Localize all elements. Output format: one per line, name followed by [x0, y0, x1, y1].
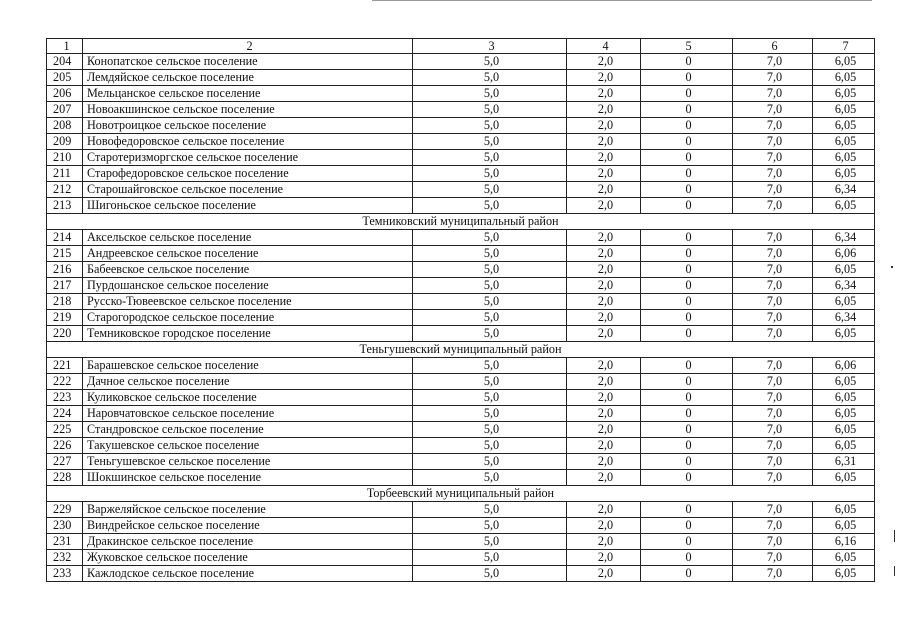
- col-7-value-cell: 6,05: [813, 374, 875, 390]
- table-row: [47, 230, 875, 246]
- table-row: [47, 390, 875, 406]
- row-number-cell: 214: [47, 230, 83, 246]
- col-3-value-cell: 5,0: [413, 294, 567, 310]
- table-row: [47, 54, 875, 70]
- col-4-value-cell: 2,0: [567, 534, 641, 550]
- row-number-cell: 228: [47, 470, 83, 486]
- col-3-value-cell: 5,0: [413, 358, 567, 374]
- settlement-name-cell: Виндрейское сельское поселение: [83, 518, 413, 534]
- col-7-value-cell: 6,05: [813, 86, 875, 102]
- col-5-value-cell: 0: [641, 198, 733, 214]
- table-row: [47, 118, 875, 134]
- col-6-value-cell: 7,0: [733, 422, 813, 438]
- col-7-value-cell: 6,06: [813, 246, 875, 262]
- col-5-value-cell: 0: [641, 374, 733, 390]
- col-6-value-cell: 7,0: [733, 150, 813, 166]
- col-6-value-cell: 7,0: [733, 70, 813, 86]
- col-6-value-cell: 7,0: [733, 294, 813, 310]
- table-row: [47, 70, 875, 86]
- col-4-value-cell: 2,0: [567, 358, 641, 374]
- col-7-value-cell: 6,34: [813, 310, 875, 326]
- row-number-cell: 212: [47, 182, 83, 198]
- col-3-value-cell: 5,0: [413, 198, 567, 214]
- row-number-cell: 215: [47, 246, 83, 262]
- col-7-value-cell: 6,05: [813, 198, 875, 214]
- col-5-value-cell: 0: [641, 310, 733, 326]
- table-row: [47, 454, 875, 470]
- col-4-value-cell: 2,0: [567, 278, 641, 294]
- col-7-value-cell: 6,05: [813, 518, 875, 534]
- col-6-value-cell: 7,0: [733, 358, 813, 374]
- col-4-value-cell: 2,0: [567, 118, 641, 134]
- settlement-name-cell: Конопатское сельское поселение: [83, 54, 413, 70]
- col-4-value-cell: 2,0: [567, 54, 641, 70]
- scan-speck: [891, 266, 893, 268]
- col-7-value-cell: 6,05: [813, 118, 875, 134]
- table-row: [47, 422, 875, 438]
- col-5-value-cell: 0: [641, 422, 733, 438]
- row-number-cell: 213: [47, 198, 83, 214]
- col-6-value-cell: 7,0: [733, 470, 813, 486]
- col-3-value-cell: 5,0: [413, 470, 567, 486]
- col-6-value-cell: 7,0: [733, 86, 813, 102]
- settlement-name-cell: Новоакшинское сельское поселение: [83, 102, 413, 118]
- col-3-value-cell: 5,0: [413, 518, 567, 534]
- col-3-value-cell: 5,0: [413, 262, 567, 278]
- settlement-name-cell: Кажлодское сельское поселение: [83, 566, 413, 582]
- col-5-value-cell: 0: [641, 326, 733, 342]
- settlement-name-cell: Варжеляйское сельское поселение: [83, 502, 413, 518]
- col-5-value-cell: 0: [641, 230, 733, 246]
- col-5-value-cell: 0: [641, 454, 733, 470]
- col-7-value-cell: 6,05: [813, 326, 875, 342]
- district-section-title: Теньгушевский муниципальный район: [47, 342, 875, 358]
- col-3-value-cell: 5,0: [413, 326, 567, 342]
- table-row: [47, 502, 875, 518]
- col-5-value-cell: 0: [641, 390, 733, 406]
- col-3-value-cell: 5,0: [413, 502, 567, 518]
- settlement-name-cell: Куликовское сельское поселение: [83, 390, 413, 406]
- col-5-value-cell: 0: [641, 118, 733, 134]
- col-4-value-cell: 2,0: [567, 150, 641, 166]
- row-number-cell: 223: [47, 390, 83, 406]
- col-5-value-cell: 0: [641, 358, 733, 374]
- row-number-cell: 211: [47, 166, 83, 182]
- column-header: 1: [47, 39, 83, 54]
- col-3-value-cell: 5,0: [413, 54, 567, 70]
- col-7-value-cell: 6,31: [813, 454, 875, 470]
- col-6-value-cell: 7,0: [733, 246, 813, 262]
- row-number-cell: 218: [47, 294, 83, 310]
- col-3-value-cell: 5,0: [413, 134, 567, 150]
- settlement-name-cell: Старогородское сельское поселение: [83, 310, 413, 326]
- col-5-value-cell: 0: [641, 438, 733, 454]
- col-3-value-cell: 5,0: [413, 86, 567, 102]
- col-5-value-cell: 0: [641, 54, 733, 70]
- column-header: 7: [813, 39, 875, 54]
- col-5-value-cell: 0: [641, 534, 733, 550]
- table-row: [47, 358, 875, 374]
- row-number-cell: 229: [47, 502, 83, 518]
- col-4-value-cell: 2,0: [567, 502, 641, 518]
- settlement-name-cell: Шигоньское сельское поселение: [83, 198, 413, 214]
- table-row: [47, 406, 875, 422]
- settlement-name-cell: Теньгушевское сельское поселение: [83, 454, 413, 470]
- settlement-name-cell: Шокшинское сельское поселение: [83, 470, 413, 486]
- column-header: 5: [641, 39, 733, 54]
- col-3-value-cell: 5,0: [413, 454, 567, 470]
- col-6-value-cell: 7,0: [733, 550, 813, 566]
- row-number-cell: 219: [47, 310, 83, 326]
- col-4-value-cell: 2,0: [567, 470, 641, 486]
- col-7-value-cell: 6,34: [813, 230, 875, 246]
- col-7-value-cell: 6,05: [813, 54, 875, 70]
- col-3-value-cell: 5,0: [413, 438, 567, 454]
- row-number-cell: 206: [47, 86, 83, 102]
- settlement-name-cell: Такушевское сельское поселение: [83, 438, 413, 454]
- col-3-value-cell: 5,0: [413, 182, 567, 198]
- scan-speck: [894, 530, 895, 542]
- district-section-row: [47, 486, 875, 502]
- col-4-value-cell: 2,0: [567, 422, 641, 438]
- settlement-name-cell: Старотеризморгское сельское поселение: [83, 150, 413, 166]
- row-number-cell: 232: [47, 550, 83, 566]
- col-4-value-cell: 2,0: [567, 246, 641, 262]
- table-row: [47, 278, 875, 294]
- column-header: 4: [567, 39, 641, 54]
- col-6-value-cell: 7,0: [733, 166, 813, 182]
- row-number-cell: 225: [47, 422, 83, 438]
- col-4-value-cell: 2,0: [567, 86, 641, 102]
- scan-speck: [894, 566, 895, 576]
- table-row: [47, 198, 875, 214]
- col-5-value-cell: 0: [641, 294, 733, 310]
- table-row: [47, 310, 875, 326]
- table-header-row: [47, 39, 875, 54]
- settlement-name-cell: Наровчатовское сельское поселение: [83, 406, 413, 422]
- table-row: [47, 534, 875, 550]
- col-4-value-cell: 2,0: [567, 310, 641, 326]
- row-number-cell: 231: [47, 534, 83, 550]
- column-header: 3: [413, 39, 567, 54]
- col-6-value-cell: 7,0: [733, 374, 813, 390]
- col-7-value-cell: 6,05: [813, 102, 875, 118]
- col-7-value-cell: 6,05: [813, 422, 875, 438]
- col-7-value-cell: 6,05: [813, 294, 875, 310]
- col-6-value-cell: 7,0: [733, 310, 813, 326]
- col-3-value-cell: 5,0: [413, 534, 567, 550]
- table-row: [47, 102, 875, 118]
- col-5-value-cell: 0: [641, 70, 733, 86]
- col-3-value-cell: 5,0: [413, 118, 567, 134]
- col-6-value-cell: 7,0: [733, 390, 813, 406]
- settlement-name-cell: Бабеевское сельское поселение: [83, 262, 413, 278]
- district-section-row: [47, 342, 875, 358]
- column-header: 2: [83, 39, 413, 54]
- col-6-value-cell: 7,0: [733, 326, 813, 342]
- row-number-cell: 233: [47, 566, 83, 582]
- col-3-value-cell: 5,0: [413, 390, 567, 406]
- table-row: [47, 518, 875, 534]
- settlement-name-cell: Жуковское сельское поселение: [83, 550, 413, 566]
- table-row: [47, 566, 875, 582]
- col-4-value-cell: 2,0: [567, 70, 641, 86]
- table-row: [47, 150, 875, 166]
- table-row: [47, 246, 875, 262]
- col-3-value-cell: 5,0: [413, 166, 567, 182]
- col-7-value-cell: 6,05: [813, 566, 875, 582]
- col-4-value-cell: 2,0: [567, 566, 641, 582]
- col-4-value-cell: 2,0: [567, 454, 641, 470]
- col-3-value-cell: 5,0: [413, 230, 567, 246]
- page-top-rule: [372, 0, 872, 1]
- col-4-value-cell: 2,0: [567, 134, 641, 150]
- col-4-value-cell: 2,0: [567, 198, 641, 214]
- settlement-name-cell: Русско-Тювеевское сельское поселение: [83, 294, 413, 310]
- settlement-name-cell: Новотроицкое сельское поселение: [83, 118, 413, 134]
- col-6-value-cell: 7,0: [733, 262, 813, 278]
- col-6-value-cell: 7,0: [733, 566, 813, 582]
- col-6-value-cell: 7,0: [733, 198, 813, 214]
- row-number-cell: 221: [47, 358, 83, 374]
- col-3-value-cell: 5,0: [413, 406, 567, 422]
- table-row: [47, 166, 875, 182]
- col-5-value-cell: 0: [641, 182, 733, 198]
- table-row: [47, 294, 875, 310]
- settlement-name-cell: Дракинское сельское поселение: [83, 534, 413, 550]
- col-3-value-cell: 5,0: [413, 246, 567, 262]
- col-6-value-cell: 7,0: [733, 102, 813, 118]
- settlement-name-cell: Аксельское сельское поселение: [83, 230, 413, 246]
- settlement-name-cell: Новофедоровское сельское поселение: [83, 134, 413, 150]
- col-5-value-cell: 0: [641, 262, 733, 278]
- col-4-value-cell: 2,0: [567, 326, 641, 342]
- col-6-value-cell: 7,0: [733, 134, 813, 150]
- col-4-value-cell: 2,0: [567, 406, 641, 422]
- col-5-value-cell: 0: [641, 518, 733, 534]
- col-6-value-cell: 7,0: [733, 502, 813, 518]
- row-number-cell: 222: [47, 374, 83, 390]
- row-number-cell: 227: [47, 454, 83, 470]
- col-7-value-cell: 6,05: [813, 438, 875, 454]
- col-5-value-cell: 0: [641, 502, 733, 518]
- settlement-name-cell: Лемдяйское сельское поселение: [83, 70, 413, 86]
- col-6-value-cell: 7,0: [733, 534, 813, 550]
- settlement-name-cell: Андреевское сельское поселение: [83, 246, 413, 262]
- col-3-value-cell: 5,0: [413, 150, 567, 166]
- col-7-value-cell: 6,05: [813, 262, 875, 278]
- col-5-value-cell: 0: [641, 166, 733, 182]
- col-3-value-cell: 5,0: [413, 278, 567, 294]
- col-7-value-cell: 6,05: [813, 502, 875, 518]
- col-7-value-cell: 6,05: [813, 470, 875, 486]
- col-6-value-cell: 7,0: [733, 406, 813, 422]
- col-4-value-cell: 2,0: [567, 102, 641, 118]
- col-5-value-cell: 0: [641, 150, 733, 166]
- col-4-value-cell: 2,0: [567, 518, 641, 534]
- row-number-cell: 216: [47, 262, 83, 278]
- settlements-table: [46, 38, 875, 582]
- table-row: [47, 326, 875, 342]
- row-number-cell: 207: [47, 102, 83, 118]
- row-number-cell: 209: [47, 134, 83, 150]
- col-6-value-cell: 7,0: [733, 278, 813, 294]
- table-row: [47, 262, 875, 278]
- col-7-value-cell: 6,05: [813, 550, 875, 566]
- district-section-row: [47, 214, 875, 230]
- col-5-value-cell: 0: [641, 566, 733, 582]
- settlement-name-cell: Мельцанское сельское поселение: [83, 86, 413, 102]
- col-4-value-cell: 2,0: [567, 390, 641, 406]
- row-number-cell: 204: [47, 54, 83, 70]
- col-5-value-cell: 0: [641, 102, 733, 118]
- col-6-value-cell: 7,0: [733, 518, 813, 534]
- col-4-value-cell: 2,0: [567, 166, 641, 182]
- row-number-cell: 208: [47, 118, 83, 134]
- col-4-value-cell: 2,0: [567, 550, 641, 566]
- table-body: [47, 54, 875, 582]
- settlement-name-cell: Темниковское городское поселение: [83, 326, 413, 342]
- district-section-title: Темниковский муниципальный район: [47, 214, 875, 230]
- col-7-value-cell: 6,05: [813, 70, 875, 86]
- col-5-value-cell: 0: [641, 406, 733, 422]
- table-row: [47, 470, 875, 486]
- col-7-value-cell: 6,05: [813, 134, 875, 150]
- row-number-cell: 224: [47, 406, 83, 422]
- col-4-value-cell: 2,0: [567, 438, 641, 454]
- row-number-cell: 230: [47, 518, 83, 534]
- col-4-value-cell: 2,0: [567, 182, 641, 198]
- col-3-value-cell: 5,0: [413, 310, 567, 326]
- row-number-cell: 210: [47, 150, 83, 166]
- col-5-value-cell: 0: [641, 86, 733, 102]
- col-3-value-cell: 5,0: [413, 566, 567, 582]
- col-3-value-cell: 5,0: [413, 70, 567, 86]
- col-6-value-cell: 7,0: [733, 454, 813, 470]
- col-5-value-cell: 0: [641, 278, 733, 294]
- col-6-value-cell: 7,0: [733, 182, 813, 198]
- col-4-value-cell: 2,0: [567, 262, 641, 278]
- row-number-cell: 220: [47, 326, 83, 342]
- table-row: [47, 182, 875, 198]
- table-row: [47, 550, 875, 566]
- col-6-value-cell: 7,0: [733, 54, 813, 70]
- settlement-name-cell: Старофедоровское сельское поселение: [83, 166, 413, 182]
- table-row: [47, 374, 875, 390]
- col-4-value-cell: 2,0: [567, 294, 641, 310]
- col-7-value-cell: 6,05: [813, 390, 875, 406]
- column-header: 6: [733, 39, 813, 54]
- col-7-value-cell: 6,05: [813, 166, 875, 182]
- col-6-value-cell: 7,0: [733, 118, 813, 134]
- col-6-value-cell: 7,0: [733, 230, 813, 246]
- col-3-value-cell: 5,0: [413, 374, 567, 390]
- table-row: [47, 438, 875, 454]
- settlement-name-cell: Пурдошанское сельское поселение: [83, 278, 413, 294]
- col-4-value-cell: 2,0: [567, 374, 641, 390]
- row-number-cell: 217: [47, 278, 83, 294]
- col-3-value-cell: 5,0: [413, 102, 567, 118]
- col-7-value-cell: 6,16: [813, 534, 875, 550]
- settlement-name-cell: Барашевское сельское поселение: [83, 358, 413, 374]
- col-6-value-cell: 7,0: [733, 438, 813, 454]
- settlement-name-cell: Стандровское сельское поселение: [83, 422, 413, 438]
- col-7-value-cell: 6,34: [813, 182, 875, 198]
- col-5-value-cell: 0: [641, 470, 733, 486]
- row-number-cell: 226: [47, 438, 83, 454]
- col-5-value-cell: 0: [641, 246, 733, 262]
- col-7-value-cell: 6,05: [813, 406, 875, 422]
- col-4-value-cell: 2,0: [567, 230, 641, 246]
- settlement-name-cell: Дачное сельское поселение: [83, 374, 413, 390]
- settlement-name-cell: Старошайговское сельское поселение: [83, 182, 413, 198]
- col-7-value-cell: 6,06: [813, 358, 875, 374]
- row-number-cell: 205: [47, 70, 83, 86]
- district-section-title: Торбеевский муниципальный район: [47, 486, 875, 502]
- col-3-value-cell: 5,0: [413, 422, 567, 438]
- col-5-value-cell: 0: [641, 550, 733, 566]
- col-7-value-cell: 6,34: [813, 278, 875, 294]
- col-5-value-cell: 0: [641, 134, 733, 150]
- col-3-value-cell: 5,0: [413, 550, 567, 566]
- col-7-value-cell: 6,05: [813, 150, 875, 166]
- table-row: [47, 86, 875, 102]
- table-row: [47, 134, 875, 150]
